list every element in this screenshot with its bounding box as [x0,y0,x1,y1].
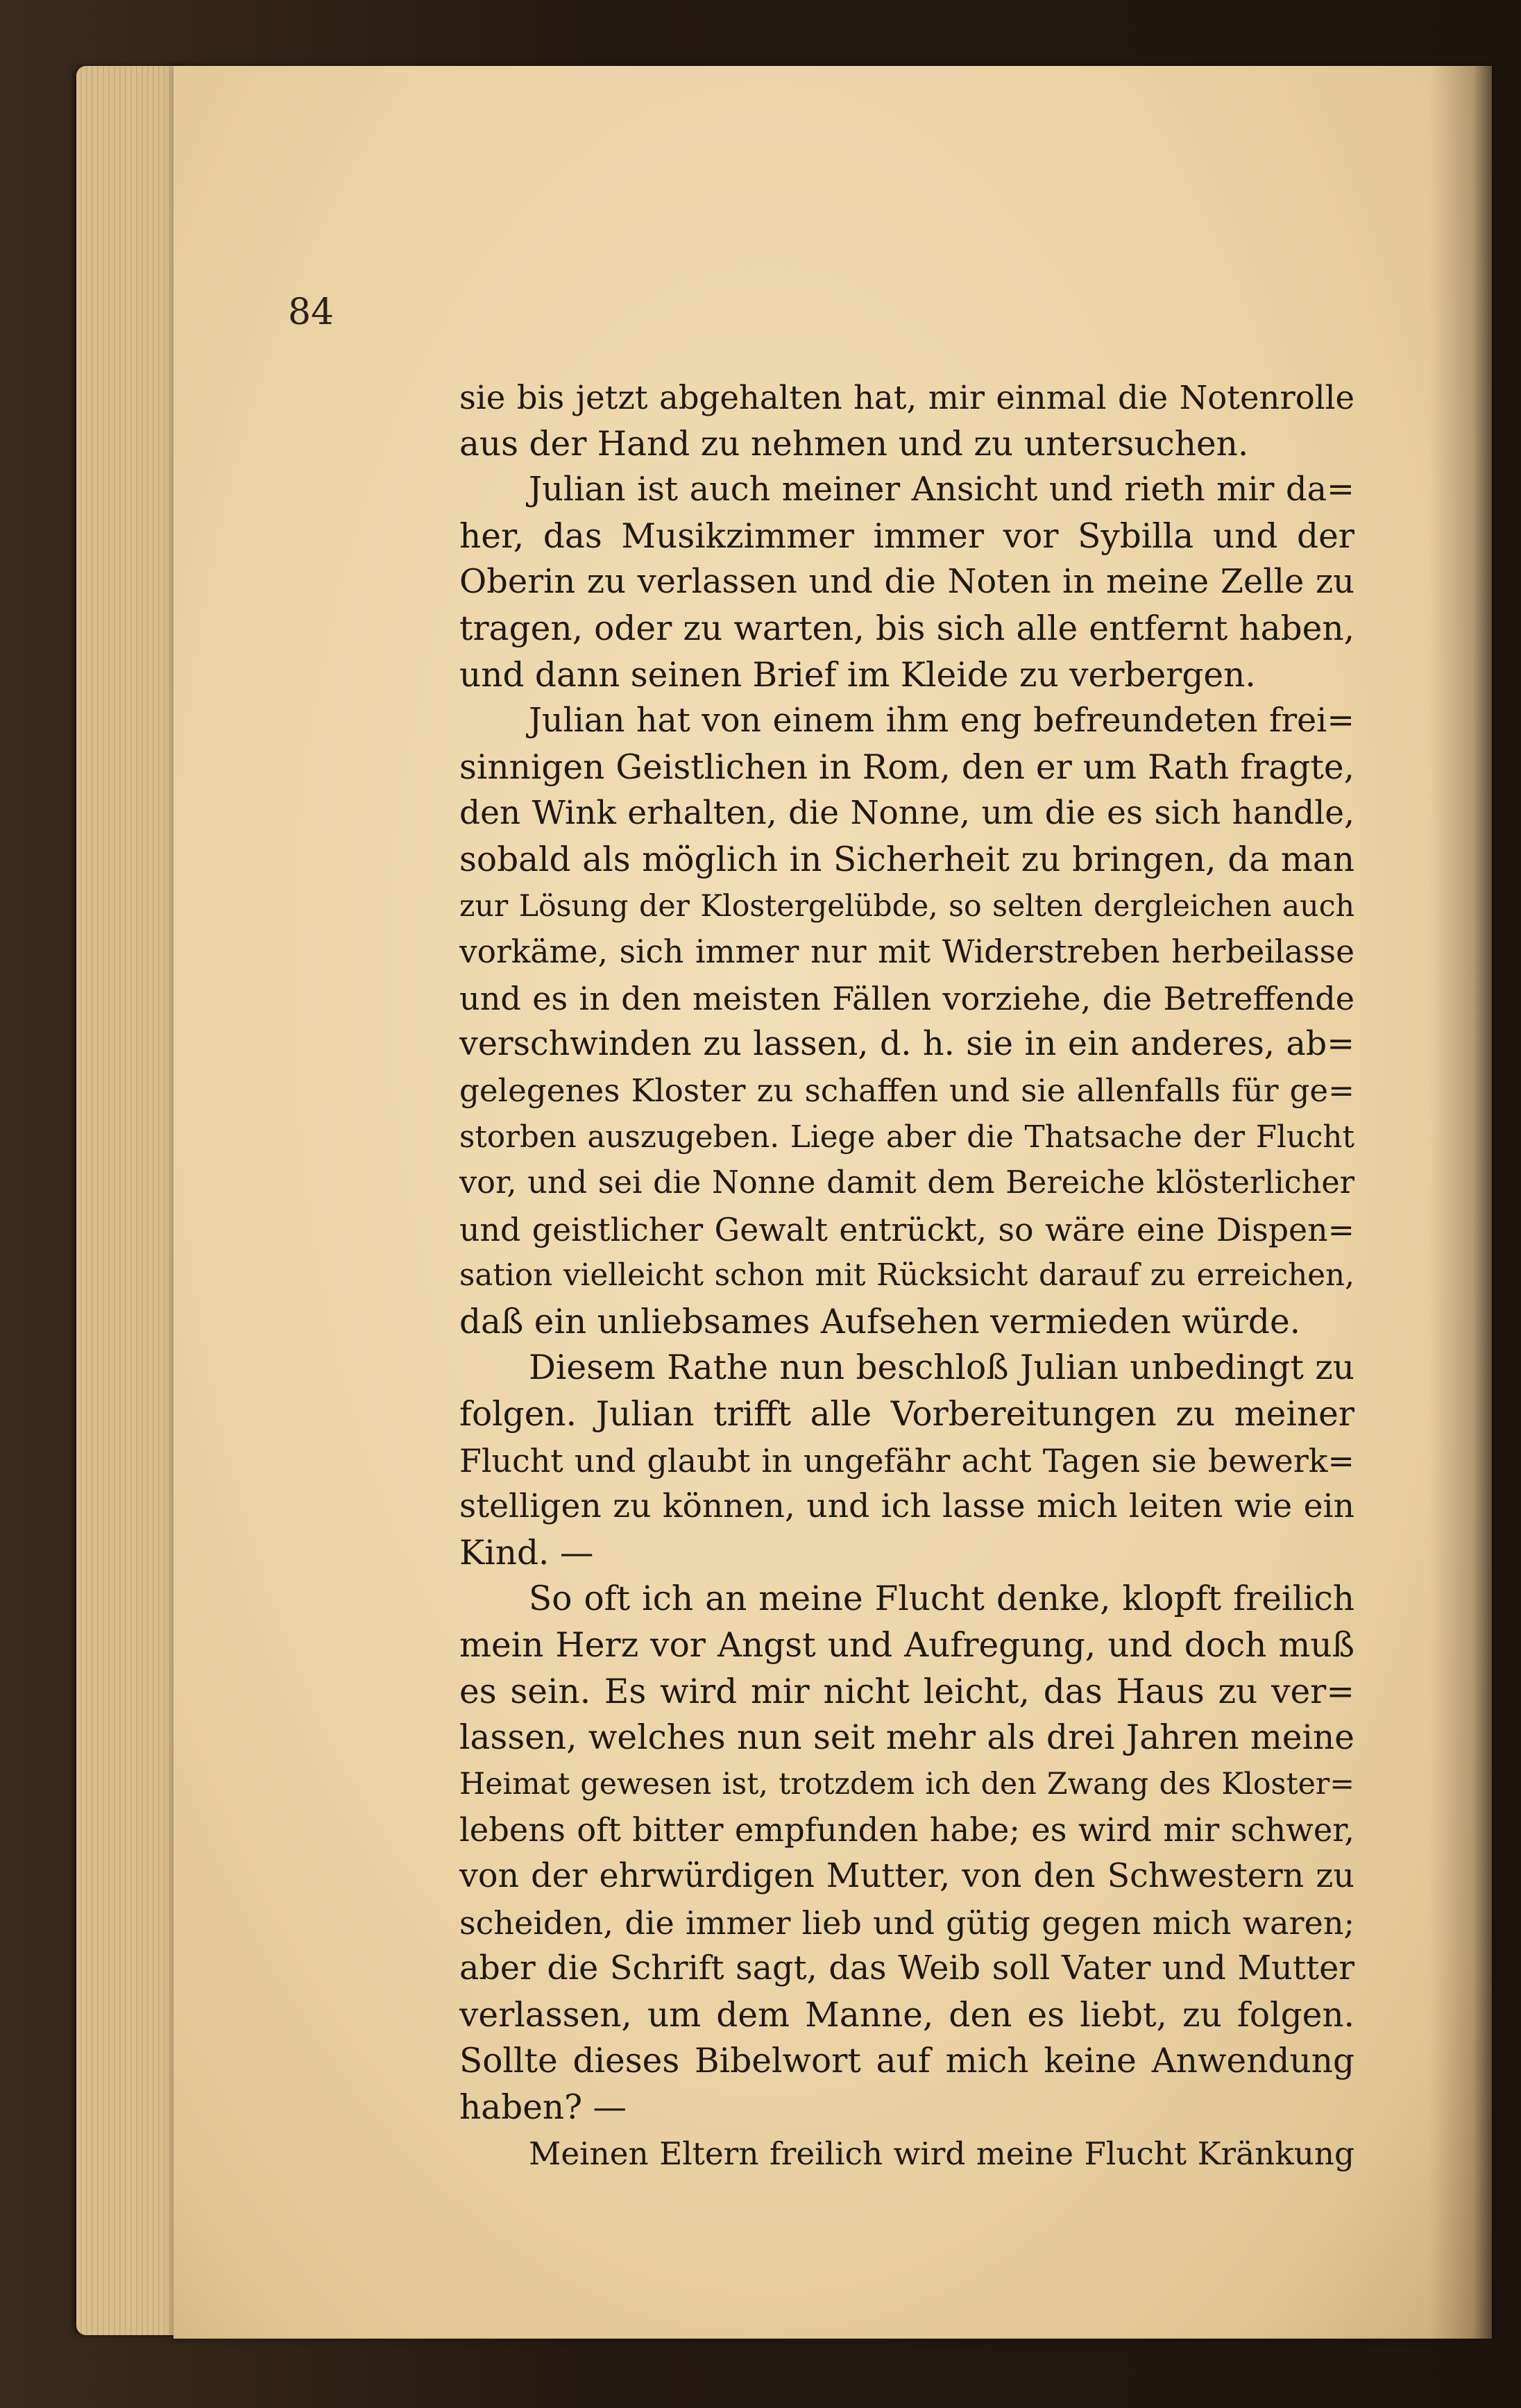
text-line: scheiden, die immer lieb und gütig gegen mich waren; [459,1903,1354,1942]
text-line: den Wink erhalten, die Nonne, um die es sich handle, [459,794,1354,833]
text-line: verlassen, um dem Manne, den es liebt, zu folgen. [459,1995,1354,2035]
paragraph [459,1345,1354,1576]
text-line: vor, und sei die Nonne damit dem Bereiche klösterlicher [459,1165,1354,1201]
text-line: Heimat gewesen ist, trotzdem ich den Zwang des Kloster= [459,1766,1354,1801]
paragraph [459,2131,1354,2178]
text-line: sinnigen Geistlichen in Rom, den er um Rath fragte, [459,747,1354,787]
text-line: und geistlicher Gewalt entrückt, so wäre eine Dispen= [459,1210,1354,1248]
text-line: lebens oft bitter empfunden habe; es wird mir schwer, [459,1811,1354,1849]
text-line: und dann seinen Brief im Kleide zu verbergen. [459,655,1256,695]
text-line: sation vielleicht schon mit Rücksicht darauf zu erreichen, [459,1258,1354,1294]
text-line: Flucht und glaubt in ungefähr acht Tagen sie bewerk= [459,1441,1354,1479]
text-line: Meinen Eltern freilich wird meine Flucht Kränkung [529,2135,1354,2172]
paragraph [459,1576,1354,2130]
text-line: Julian ist auch meiner Ansicht und rieth mir da= [529,470,1354,509]
text-line: verschwinden zu lassen, d. h. sie in ein anderes, ab= [459,1025,1354,1064]
text-line: Diesem Rathe nun beschloß Julian unbedingt zu [529,1348,1354,1388]
text-line: und es in den meisten Fällen vorziehe, die Betreffende [459,979,1354,1017]
text-body [459,375,1354,2177]
text-line: gelegenes Kloster zu schaffen und sie allenfalls für ge= [459,1071,1354,1109]
text-line: stelligen zu können, und ich lasse mich leiten wie ein [459,1487,1354,1526]
text-line: Sollte dieses Bibelwort auf mich keine Anwendung [459,2042,1354,2081]
text-line: Julian hat von einem ihm eng befreundeten frei= [529,702,1354,740]
text-line: daß ein unliebsames Aufsehen vermieden würde. [459,1302,1301,1341]
paragraph [459,375,1354,467]
page-number: 84 [288,291,334,333]
text-line: sie bis jetzt abgehalten hat, mir einmal die Notenrolle [459,379,1354,416]
text-line: zur Lösung der Klostergelübde, so selten dergleichen auch [459,888,1354,924]
text-line: mein Herz vor Angst und Aufregung, und doch muß [459,1626,1354,1665]
text-line: vorkäme, sich immer nur mit Widerstreben herbeilasse [459,933,1354,971]
text-line: von der ehrwürdigen Mutter, von den Schwestern zu [459,1857,1354,1895]
text-line: Kind. — [459,1533,594,1572]
text-line: tragen, oder zu warten, bis sich alle entfernt haben, [459,609,1354,648]
text-line: storben auszugeben. Liege aber die Thatsache der Flucht [459,1119,1354,1155]
text-line: sobald als möglich in Sicherheit zu bringen, da man [459,840,1354,879]
text-line: es sein. Es wird mir nicht leicht, das Haus zu ver= [459,1672,1354,1711]
text-line: So oft ich an meine Flucht denke, klopft freilich [529,1579,1354,1619]
text-line: haben? — [459,2087,627,2127]
text-line: aus der Hand zu nehmen und zu untersuchen. [459,424,1249,464]
paragraph [459,467,1354,698]
text-line: folgen. Julian trifft alle Vorbereitungen zu meiner [459,1395,1354,1434]
text-line: Oberin zu verlassen und die Noten in meine Zelle zu [459,563,1354,602]
text-line: her, das Musikzimmer immer vor Sybilla und der [459,516,1354,556]
book-page-edges [76,66,187,2335]
paragraph [459,698,1354,1345]
text-line: aber die Schrift sagt, das Weib soll Vater und Mutter [459,1949,1354,1988]
text-line: lassen, welches nun seit mehr als drei Jahren meine [459,1718,1354,1758]
gutter-shadow [1429,66,1492,2339]
